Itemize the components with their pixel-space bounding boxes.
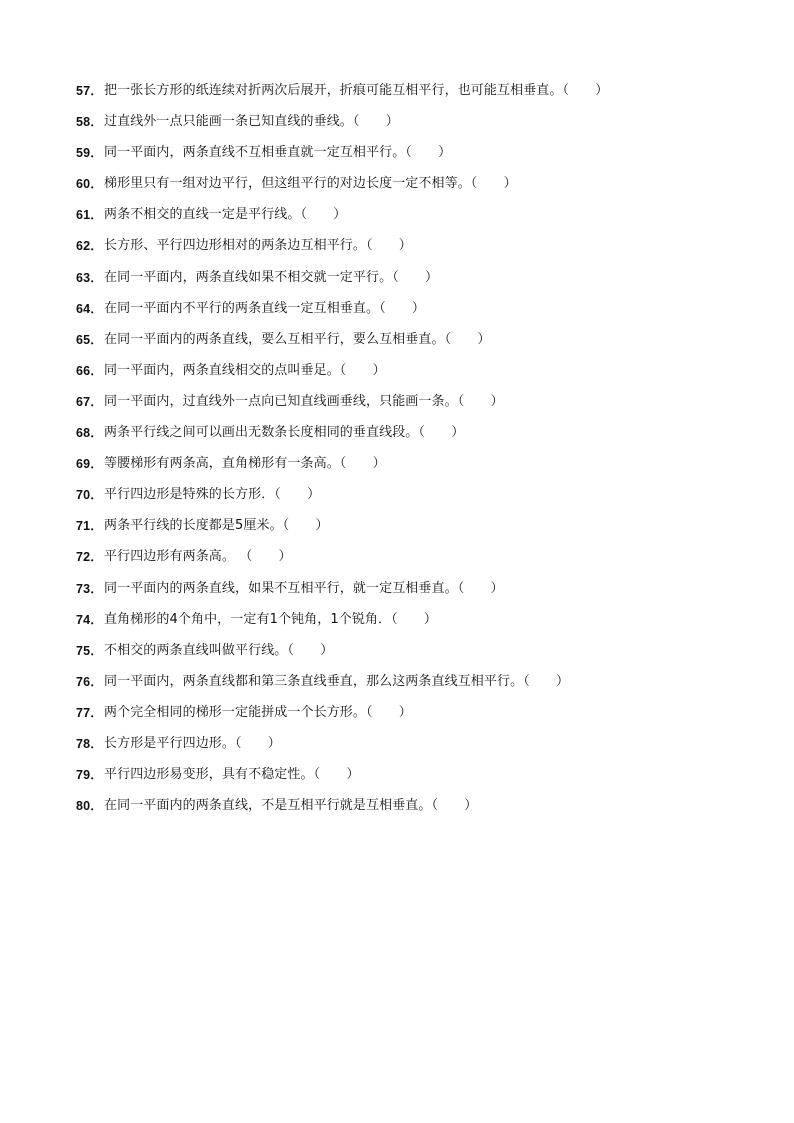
question-number: 78． (76, 736, 104, 751)
question-item-58 (76, 111, 608, 142)
question-number: 63． (76, 270, 104, 285)
question-number: 68． (76, 426, 104, 441)
question-text: 同一平面内，两条直线不互相垂直就一定互相平行。（ ） (104, 145, 452, 161)
question-text: 等腰梯形有两条高，直角梯形有一条高。（ ） (104, 456, 386, 472)
question-text: 把一张长方形的纸连续对折两次后展开，折痕可能互相平行，也可能互相垂直。（ ） (104, 83, 609, 98)
question-number: 74． (76, 612, 104, 627)
question-text: 梯形里只有一组对边平行，但这组平行的对边长度一定不相等。（ ） (104, 176, 517, 192)
question-item-77 (76, 702, 608, 733)
question-item-67 (76, 391, 608, 422)
question-text: 两条不相交的直线一定是平行线。（ ） (104, 207, 347, 223)
question-item-59 (76, 142, 608, 173)
question-item-68 (76, 422, 608, 453)
question-text: 直角梯形的4个角中，一定有1个钝角，1个锐角．（ ） (104, 611, 438, 627)
question-item-62 (76, 235, 608, 266)
question-item-65 (76, 329, 608, 360)
question-text: 同一平面内，两条直线都和第三条直线垂直，那么这两条直线互相平行。（ ） (104, 673, 570, 689)
question-number: 73． (76, 581, 104, 596)
question-number: 59． (76, 146, 104, 161)
question-item-64 (76, 298, 608, 329)
question-text: 同一平面内的两条直线，如果不互相平行，就一定互相垂直。（ ） (104, 580, 504, 596)
question-number: 60． (76, 177, 104, 192)
question-item-66 (76, 360, 608, 391)
question-text: 在同一平面内的两条直线，要么互相平行，要么互相垂直。（ ） (104, 331, 491, 347)
question-text: 不相交的两条直线叫做平行线。（ ） (104, 642, 334, 658)
question-item-74 (76, 609, 608, 640)
question-number: 79． (76, 768, 104, 783)
question-number: 71． (76, 519, 104, 534)
question-number: 75． (76, 643, 104, 658)
question-text: 平行四边形易变形，具有不稳定性。（ ） (104, 767, 360, 783)
question-text: 在同一平面内的两条直线，不是互相平行就是互相垂直。（ ） (104, 798, 478, 814)
question-text: 平行四边形是特殊的长方形．（ ） (104, 487, 321, 503)
question-item-71 (76, 515, 608, 546)
question-item-57 (76, 80, 608, 111)
question-text: 长方形是平行四边形。（ ） (104, 735, 281, 751)
question-item-79 (76, 764, 608, 795)
question-text: 两条平行线之间可以画出无数条长度相同的垂直线段。（ ） (104, 425, 465, 441)
question-item-75 (76, 640, 608, 671)
question-item-76 (76, 671, 608, 702)
question-text: 两个完全相同的梯形一定能拼成一个长方形。（ ） (104, 704, 412, 720)
question-number: 64． (76, 301, 104, 316)
question-item-69 (76, 453, 608, 484)
question-item-72 (76, 546, 608, 577)
question-number: 66． (76, 363, 104, 378)
question-number: 80． (76, 799, 104, 814)
question-number: 67． (76, 394, 104, 409)
question-text: 同一平面内，过直线外一点向已知直线画垂线，只能画一条。（ ） (104, 393, 504, 409)
question-item-63 (76, 267, 608, 298)
question-text: 在同一平面内不平行的两条直线一定互相垂直。（ ） (104, 300, 426, 316)
question-number: 62． (76, 239, 104, 254)
question-item-78 (76, 733, 608, 764)
question-number: 65． (76, 332, 104, 347)
question-text: 长方形、平行四边形相对的两条边互相平行。（ ） (104, 238, 412, 254)
question-text: 在同一平面内，两条直线如果不相交就一定平行。（ ） (104, 269, 439, 285)
question-item-70 (76, 484, 608, 515)
question-text: 两条平行线的长度都是5厘米。（ ） (104, 518, 329, 534)
question-number: 72． (76, 550, 104, 565)
question-number: 61． (76, 208, 104, 223)
question-item-80 (76, 795, 608, 826)
question-item-61 (76, 204, 608, 235)
question-text: 同一平面内，两条直线相交的点叫垂足。（ ） (104, 362, 386, 378)
question-number: 76． (76, 674, 104, 689)
question-text: 平行四边形有两条高。 （ ） (104, 549, 292, 565)
question-item-60 (76, 173, 608, 204)
question-number: 77． (76, 705, 104, 720)
question-text: 过直线外一点只能画一条已知直线的垂线。（ ） (104, 114, 399, 130)
question-number: 57． (76, 84, 104, 98)
question-list (76, 80, 608, 826)
question-number: 69． (76, 457, 104, 472)
question-number: 58． (76, 115, 104, 130)
question-item-73 (76, 578, 608, 609)
question-number: 70． (76, 488, 104, 503)
